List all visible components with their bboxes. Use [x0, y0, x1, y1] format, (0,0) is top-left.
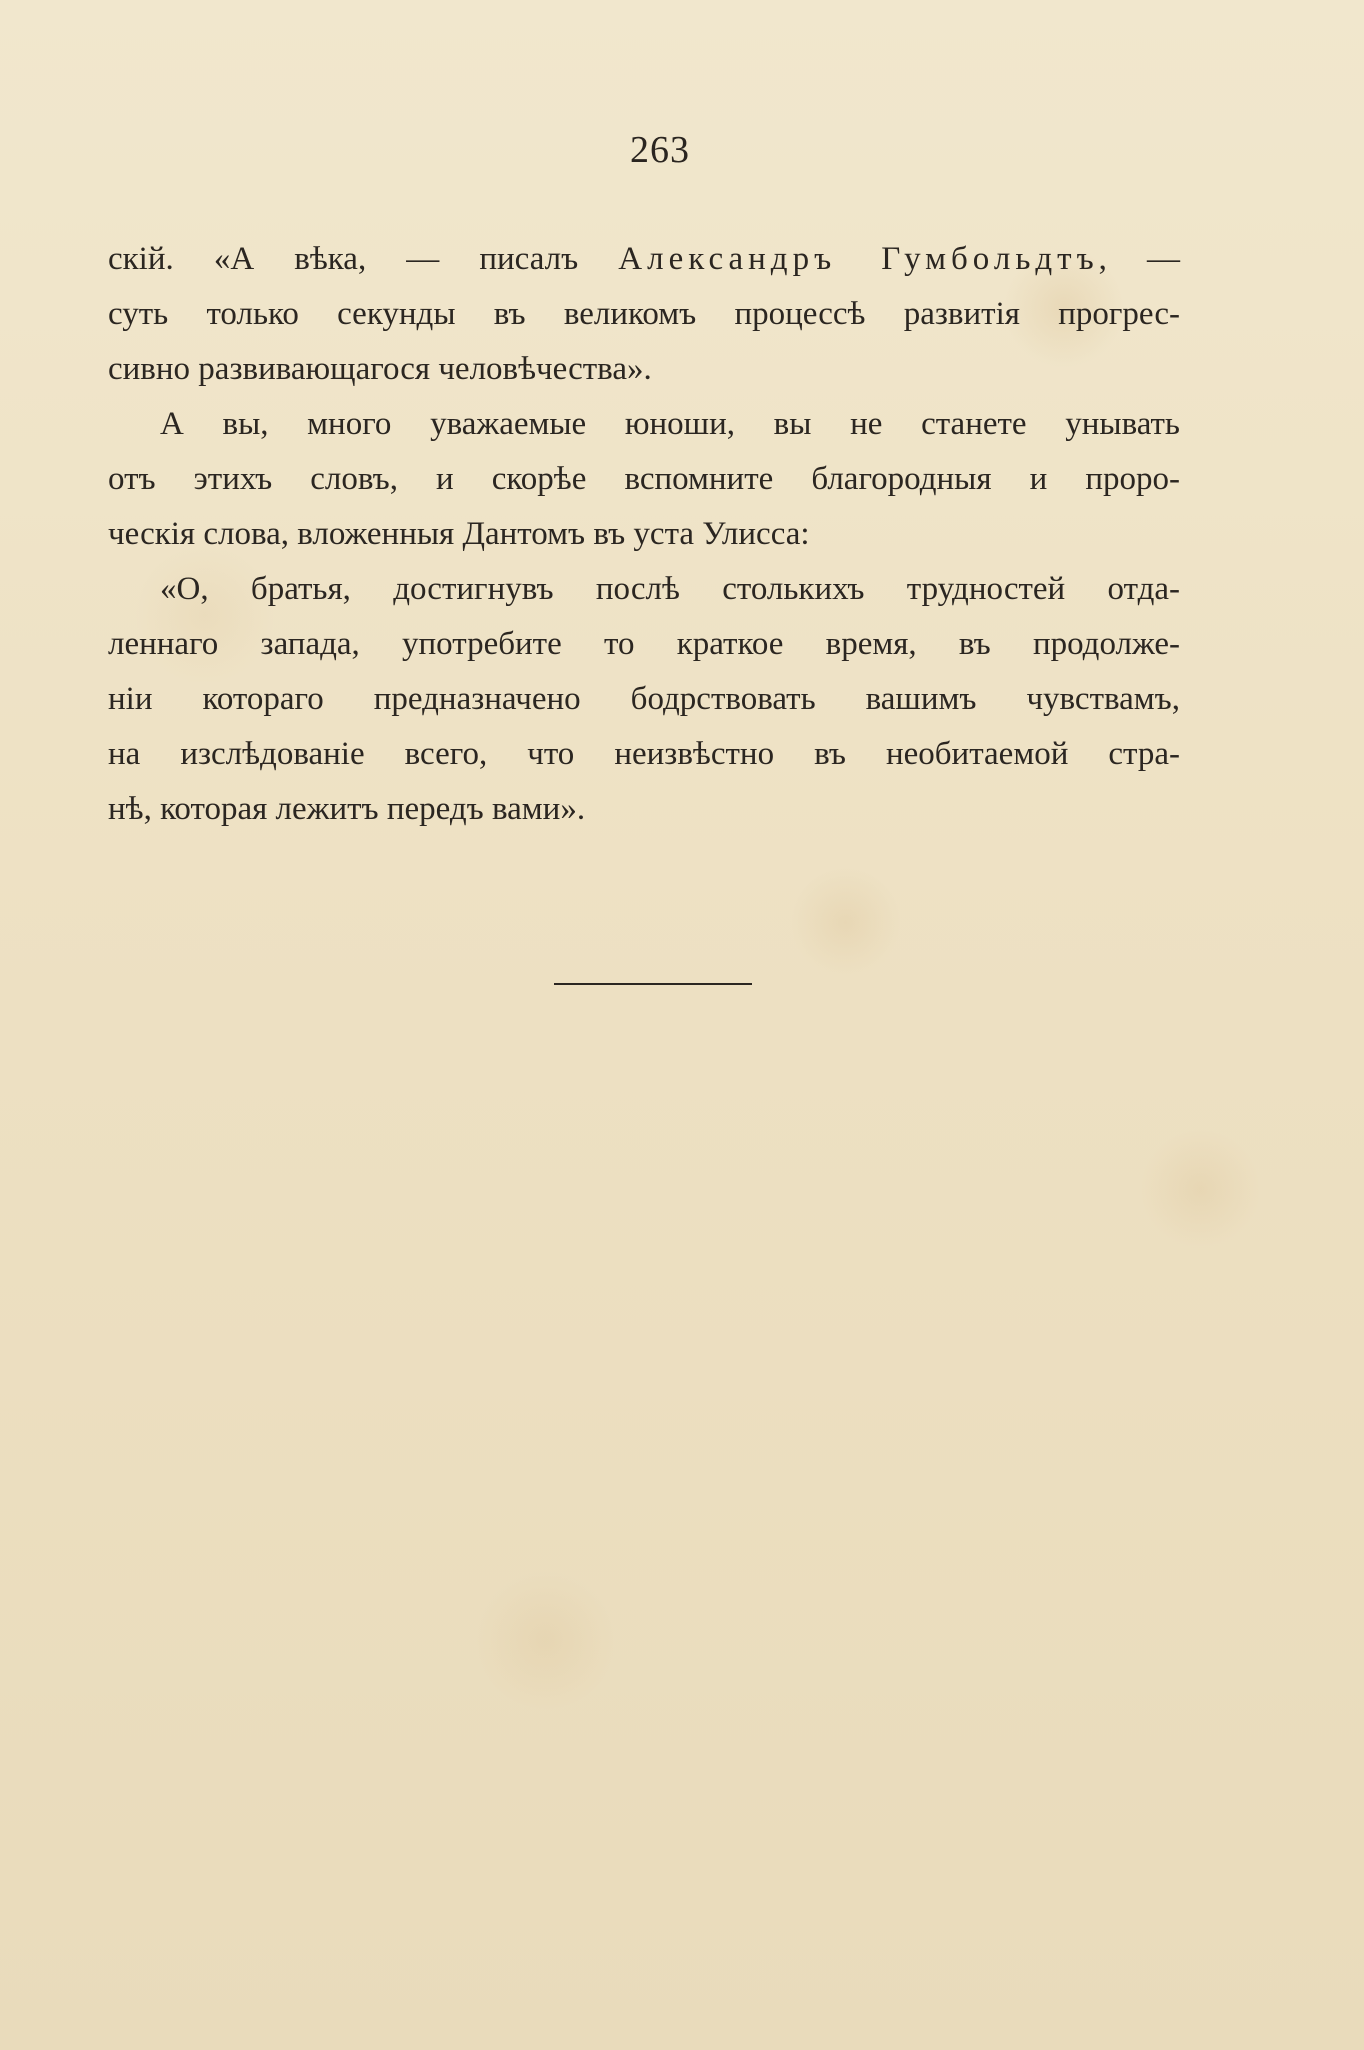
text-line: на изслѣдованіе всего, что неизвѣстно въ необитаемой стра- [108, 736, 1180, 772]
text-line: «О, братья, достигнувъ послѣ столькихъ трудностей отда- [160, 571, 1180, 607]
text-line: ніи котораго предназначено бодрствовать вашимъ чувствамъ, [108, 681, 1180, 717]
text-line: скій. «А вѣка, — писалъ Александръ Гумбольдтъ, — [108, 241, 1181, 277]
text-line: нѣ, которая лежитъ передъ вами». [108, 791, 586, 827]
text-line: леннаго запада, употребите то краткое время, въ продолже- [108, 626, 1180, 662]
emphasized-name: Александръ Гумбольдтъ [618, 241, 1099, 277]
text-line: ческія слова, вложенныя Дантомъ въ уста Улисса: [108, 516, 810, 552]
text-line: сивно развивающагося человѣчества». [108, 351, 652, 387]
text-line: отъ этихъ словъ, и скорѣе вспомните благородныя и проро- [108, 461, 1180, 497]
text-line: А вы, много уважаемые юноши, вы не станете унывать [160, 406, 1180, 442]
page-number: 263 [630, 129, 690, 171]
section-divider-rule [554, 983, 752, 985]
body-text [108, 232, 1180, 837]
text-line: суть только секунды въ великомъ процессѣ развитія прогрес- [108, 296, 1180, 332]
